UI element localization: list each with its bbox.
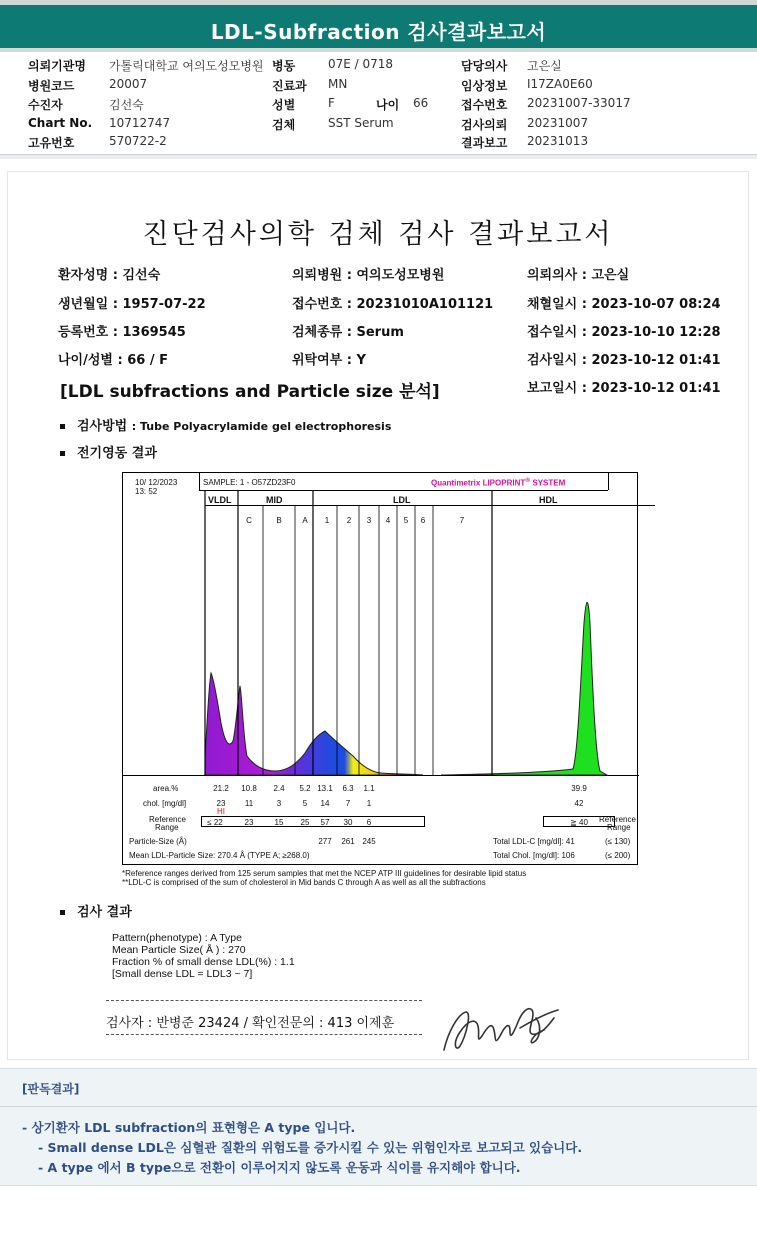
band-5: 5 (403, 516, 409, 525)
value-department: MN (328, 77, 348, 91)
chart-time: 13: 52 (135, 487, 158, 496)
particle-size-label: Particle-Size (Å) (129, 837, 187, 846)
label-requesting-institution: 의뢰기관명 (28, 59, 86, 73)
bullet-icon (60, 451, 65, 456)
band-b: B (276, 516, 282, 525)
report-sheet (7, 171, 749, 1060)
reported-time: 보고일시 : 2023-10-12 01:41 (527, 381, 721, 396)
particle-ldl3: 245 (362, 837, 376, 846)
label-hospital-code: 병원코드 (28, 79, 75, 93)
label-chart-no: Chart No. (28, 116, 93, 130)
area-hdl: 39.9 (571, 784, 587, 793)
registration-no: 등록번호 : 1369545 (58, 325, 186, 340)
band-c: C (246, 516, 252, 525)
age-sex: 나이/성별 : 66 / F (58, 353, 169, 368)
total-ldl-c: Total LDL-C [mg/dl]: 41 (493, 837, 575, 846)
result-pattern: Pattern(phenotype) : A Type (112, 932, 242, 944)
label-receipt-no: 접수번호 (461, 98, 508, 112)
label-test-request: 검사의뢰 (461, 118, 508, 132)
requesting-doctor: 의뢰의사 : 고은실 (527, 268, 630, 283)
ref-b: 15 (274, 818, 284, 827)
zone-ldl: LDL (393, 495, 411, 505)
page-title: LDL-Subfraction 검사결과보고서 (210, 20, 547, 44)
footnote-2: **LDL-C is comprised of the sum of cholesterol in Mid bands C through A as well as all the subfractions (122, 878, 486, 887)
chol-ldl1: 14 (320, 799, 330, 808)
baseline-rule (123, 775, 639, 776)
electrophoresis-bullet (60, 442, 157, 461)
area-ldl2: 6.3 (342, 784, 354, 793)
value-ward: 07E / 0718 (328, 57, 394, 71)
divider (0, 154, 757, 159)
brand-reg: ® (525, 477, 531, 484)
band-a: A (302, 516, 308, 525)
result-summary (112, 932, 295, 980)
reference-label-hdl-1: Reference (599, 815, 636, 824)
zone-mid: MID (266, 495, 283, 505)
band-1: 1 (324, 516, 330, 525)
value-sex: F (328, 96, 335, 110)
value-patient: 김선숙 (109, 98, 144, 112)
hi-flag: HI (217, 807, 225, 816)
area-label: area.% (153, 784, 179, 793)
area-a: 5.2 (299, 784, 311, 793)
value-hospital-code: 20007 (109, 77, 148, 91)
zone-hdl: HDL (539, 495, 558, 505)
area-vldl: 21.2 (213, 784, 229, 793)
chol-ldl2: 7 (345, 799, 351, 808)
ref-vldl: ≤ 22 (207, 818, 223, 827)
brand-name: Quantimetrix LIPOPRINT (431, 478, 526, 488)
result-bullet (60, 901, 132, 920)
result-small-dense-fraction: Fraction % of small dense LDL(%) : 1.1 (112, 956, 295, 968)
area-ldl1: 13.1 (317, 784, 333, 793)
tested-time: 검사일시 : 2023-10-12 01:41 (527, 353, 721, 368)
value-requesting-institution: 가톨릭대학교 여의도성모병원 (109, 59, 264, 73)
value-specimen: SST Serum (328, 116, 394, 130)
judgement-line-1: - 상기환자 LDL subfraction의 표현형은 A type 입니다. (22, 1120, 356, 1135)
judgement-line-2: - Small dense LDL은 심혈관 질환의 위험도를 증가시킬 수 있는 위험인자로 보고되고 있습니다. (38, 1140, 583, 1155)
signature-image (436, 992, 568, 1058)
band-4: 4 (385, 516, 391, 525)
label-sex: 성별 (272, 98, 296, 112)
header-info (0, 0, 757, 160)
lipoprint-chart (122, 472, 638, 865)
dashed-rule-bottom (106, 1034, 422, 1035)
reference-label-hdl-2: Range (607, 823, 631, 832)
value-unique-no: 570722-2 (109, 134, 167, 148)
bullet-icon (60, 424, 65, 429)
chol-b: 3 (276, 799, 282, 808)
label-unique-no: 고유번호 (28, 136, 75, 150)
band-7: 7 (459, 516, 465, 525)
electrophoresis-trace (123, 473, 639, 783)
specimen-type: 검체종류 : Serum (292, 325, 404, 340)
total-chol-ref: (≤ 200) (605, 851, 631, 860)
requesting-hospital: 의뢰병원 : 여의도성모병원 (292, 268, 445, 283)
value-result-report: 20231013 (527, 134, 589, 148)
total-chol: Total Chol. [mg/dl]: 106 (493, 851, 575, 860)
label-ward: 병동 (272, 59, 296, 73)
method-bullet (60, 415, 391, 434)
judgement-header-bar (0, 1069, 757, 1107)
area-ldl3: 1.1 (363, 784, 375, 793)
birth-date: 생년월일 : 1957-07-22 (58, 297, 206, 312)
ref-ldl2: 30 (343, 818, 353, 827)
band-6: 6 (420, 516, 426, 525)
result-mean-size: Mean Particle Size( Å ) : 270 (112, 944, 246, 956)
reference-label-2: Range (155, 823, 179, 832)
chart-date: 10/ 12/2023 (135, 478, 178, 487)
judgement-section (0, 1068, 757, 1186)
area-b: 2.4 (273, 784, 285, 793)
reference-label-1: Reference (149, 815, 186, 824)
dashed-rule-top (106, 1000, 422, 1001)
chol-a: 5 (302, 799, 308, 808)
ref-ldl3: 6 (366, 818, 372, 827)
label-result-report: 결과보고 (461, 136, 508, 150)
value-attending: 고은실 (527, 59, 562, 73)
chol-ldl3: 1 (366, 799, 372, 808)
inspector-line: 검사자 : 반병준 23424 / 확인전문의 : 413 이제훈 (106, 1016, 395, 1031)
chart-footnotes (122, 869, 526, 887)
judgement-line-3: - A type 에서 B type으로 전환이 이루어지지 않도록 운동과 식이를 유지해야 합니다. (38, 1160, 521, 1175)
area-c: 10.8 (241, 784, 257, 793)
result-label: 검사 결과 (77, 905, 132, 920)
mean-ldl-size: Mean LDL-Particle Size: 270.4 Å (TYPE A; ≥268.0) (129, 851, 310, 860)
patient-name: 환자성명 : 김선숙 (58, 268, 161, 283)
hdl-peak (441, 602, 607, 775)
chol-hdl: 42 (574, 799, 584, 808)
method-label: 검사방법 (77, 419, 128, 434)
label-attending: 담당의사 (461, 59, 508, 73)
value-age: 66 (413, 96, 429, 110)
particle-ldl2: 261 (341, 837, 355, 846)
electrophoresis-label: 전기영동 결과 (77, 446, 157, 461)
brand-tail: SYSTEM (530, 478, 566, 488)
value-clinical-info: I17ZA0E60 (527, 77, 593, 91)
total-ldl-ref: (≤ 130) (605, 837, 631, 846)
zone-vldl: VLDL (208, 495, 232, 505)
particle-ldl1: 277 (318, 837, 332, 846)
analysis-heading: [LDL subfractions and Particle size 분석] (60, 382, 440, 402)
report-title: 진단검사의학 검체 검사 결과보고서 (142, 219, 614, 250)
chol-vldl: 23 (216, 799, 226, 808)
band-3: 3 (366, 516, 372, 525)
ref-c: 23 (244, 818, 254, 827)
label-clinical-info: 임상정보 (461, 79, 508, 93)
accession-no: 접수번호 : 20231010A101121 (292, 297, 494, 312)
chol-c: 11 (244, 799, 254, 808)
value-chart-no: 10712747 (109, 116, 171, 130)
received-time: 접수일시 : 2023-10-10 12:28 (527, 325, 721, 340)
collection-time: 채혈일시 : 2023-10-07 08:24 (527, 297, 721, 312)
bullet-icon (60, 910, 65, 915)
label-specimen: 검체 (272, 118, 296, 132)
value-test-request: 20231007 (527, 116, 589, 130)
chart-sample: SAMPLE: 1 - O57ZD23F0 (203, 478, 296, 487)
outsourced: 위탁여부 : Y (292, 353, 366, 368)
label-department: 진료과 (272, 79, 307, 93)
result-small-dense-definition: [Small dense LDL = LDL3 ~ 7] (112, 968, 253, 980)
ref-ldl1: 57 (320, 818, 330, 827)
band-2: 2 (346, 516, 352, 525)
method-value: : Tube Polyacrylamide gel electrophoresis (131, 420, 392, 433)
ref-a: 25 (300, 818, 310, 827)
footnote-1: *Reference ranges derived from 125 serum samples that met the NCEP ATP III guidelines for desirable lipid status (122, 869, 527, 878)
judgement-header: [판독결과] (22, 1082, 80, 1096)
label-age: 나이 (376, 98, 400, 112)
ref-hdl: ≧ 40 (570, 818, 588, 827)
chol-label: chol. [mg/dl] (143, 799, 187, 808)
label-patient: 수진자 (28, 98, 63, 112)
value-receipt-no: 20231007-33017 (527, 96, 631, 110)
